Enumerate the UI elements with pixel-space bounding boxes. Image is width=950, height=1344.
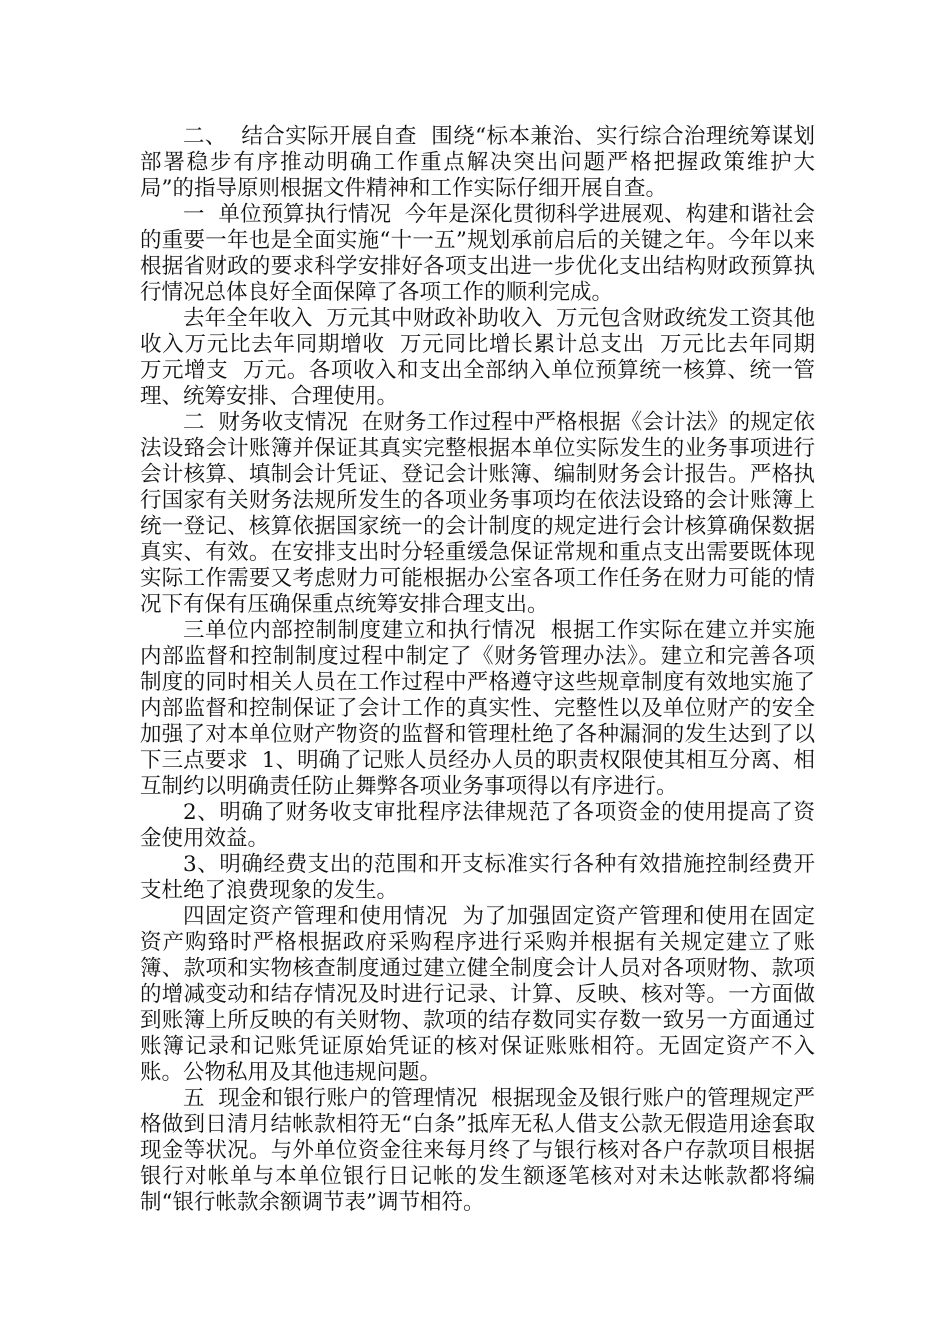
paragraph-expenditure-scope: 3、明确经费支出的范围和开支标准实行各种有效措施控制经费开支杜绝了浪费现象的发生。 <box>140 852 815 903</box>
paragraph-fixed-assets: 四固定资产管理和使用情况 为了加强固定资产管理和使用在固定资产购臵时严格根据政府采购程序进行采购并根据有关规定建立了账簿、款项和实物核查制度通过建立健全制度会计人员对各项财物、款项的增减变动和结存情况及时进行记录、计算、反映、核对等。一方面做到账簿上所反映的有关财物、款项的结存数同实存数一致另一方面通过账簿记录和记账凭证原始凭证的核对保证账账相符。无固定资产不入账。公物私用及其他违规问题。 <box>140 904 815 1085</box>
paragraph-financial-revenue-expenditure: 二 财务收支情况 在财务工作过程中严格根据《会计法》的规定依法设臵会计账簿并保证其真实完整根据本单位实际发生的业务事项进行会计核算、填制会计凭证、登记会计账簿、编制财务会计报告。严格执行国家有关财务法规所发生的各项业务事项均在依法设臵的会计账簿上统一登记、核算依据国家统一的会计制度的规定进行会计核算确保数据真实、有效。在安排支出时分轻重缓急保证常规和重点支出需要既体现实际工作需要又考虑财力可能根据办公室各项工作任务在财力可能的情况下有保有压确保重点统筹安排合理支出。 <box>140 410 815 617</box>
paragraph-approval-procedure: 2、明确了财务收支审批程序法律规范了各项资金的使用提高了资金使用效益。 <box>140 800 815 851</box>
paragraph-income-summary: 去年全年收入 万元其中财政补助收入 万元包含财政统发工资其他收入万元比去年同期增收 万元同比增长累计总支出 万元比去年同期 万元增支 万元。各项收入和支出全部纳入单位预算统一核算、统一管理、统筹安排、合理使用。 <box>140 306 829 409</box>
paragraph-internal-control: 三单位内部控制制度建立和执行情况 根据工作实际在建立并实施内部监督和控制制度过程中制定了《财务管理办法》。建立和完善各项制度的同时相关人员在工作过程中严格遵守这些规章制度有效地实施了内部监督和控制保证了会计工作的真实性、完整性以及单位财产的安全加强了对本单位财产物资的监督和管理杜绝了各种漏洞的发生达到了以下三点要求 1、明确了记账人员经办人员的职责权限使其相互分离、相互制约以明确责任防止舞弊各项业务事项得以有序进行。 <box>140 618 815 799</box>
paragraph-budget-execution: 一 单位预算执行情况 今年是深化贯彻科学进展观、构建和谐社会的重要一年也是全面实施“十一五”规划承前启后的关键之年。今年以来根据省财政的要求科学安排好各项支出进一步优化支出结构财政预算执行情况总体良好全面保障了各项工作的顺利完成。 <box>140 202 815 305</box>
paragraph-cash-bank-accounts: 五 现金和银行账户的管理情况 根据现金及银行账户的管理规定严格做到日清月结帐款相符无“白条”抵库无私人借支公款无假造用途套取现金等状况。与外单位资金往来每月终了与银行核对各户存款项目根据银行对帐单与本单位银行日记帐的发生额逐笔核对对未达帐款都将编制“银行帐款余额调节表”调节相符。 <box>140 1086 815 1215</box>
document-body <box>140 124 829 1216</box>
paragraph-self-inspection: 二、 结合实际开展自查 围绕“标本兼治、实行综合治理统筹谋划部署稳步有序推动明确工作重点解决突出问题严格把握政策维护大局”的指导原则根据文件精神和工作实际仔细开展自查。 <box>140 124 815 201</box>
